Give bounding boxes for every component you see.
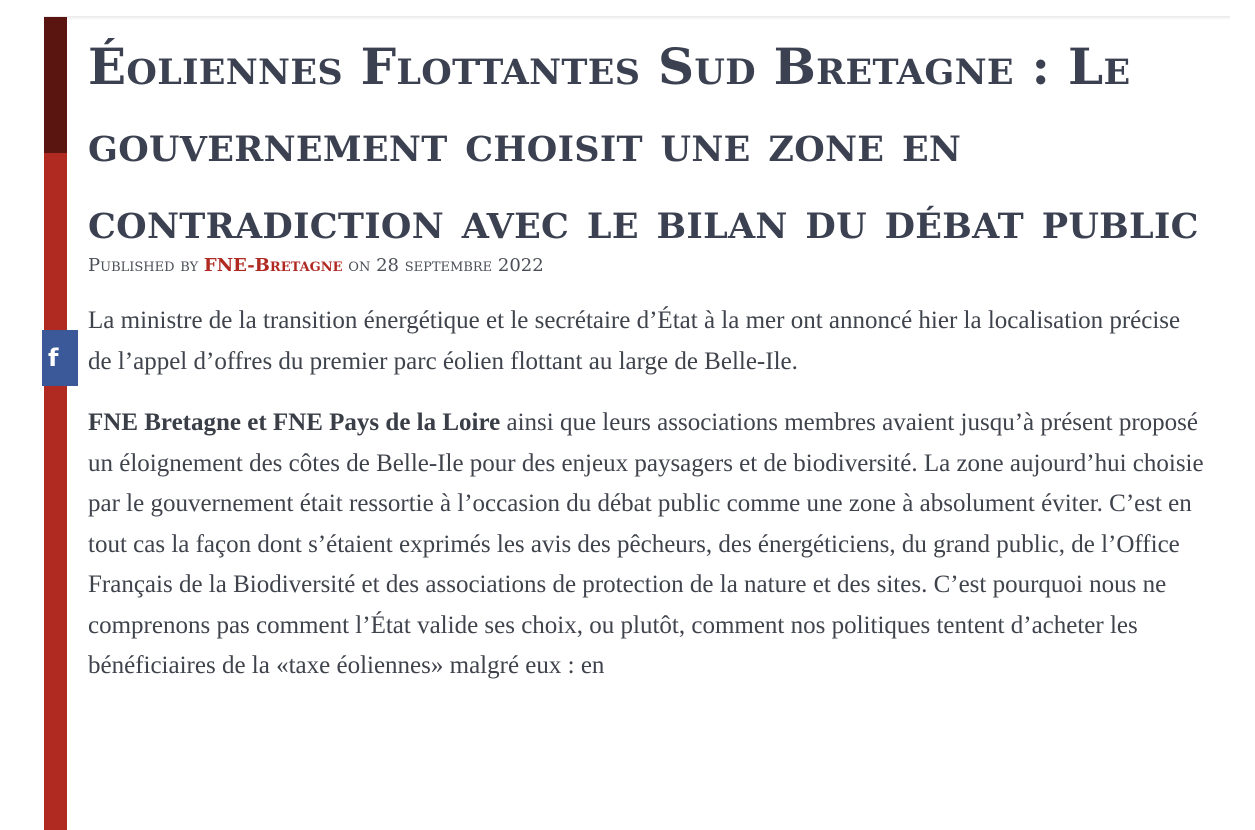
- paragraph-1: La ministre de la transition énergétique et le secrétaire d’État à la mer ont annoncé hier la localisation précise de l’appel d’offres du premier parc éolien flottant au large de Belle-Ile.: [88, 307, 1181, 375]
- published-by-label: Published by: [88, 255, 199, 276]
- author-link[interactable]: FNE-Bretagne: [203, 255, 343, 276]
- facebook-share-button[interactable]: [42, 330, 78, 386]
- publish-date: 28 septembre 2022: [376, 255, 544, 276]
- article-title: Éoliennes Flottantes Sud Bretagne : Le gouvernement choisit une zone en contradiction avec le bilan du débat public: [88, 37, 1199, 250]
- article: [88, 28, 1208, 687]
- on-label: on: [348, 255, 371, 276]
- paragraph-2: [88, 403, 1208, 687]
- paragraph-2-text: ainsi que leurs associations membres avaient jusqu’à présent proposé un éloignement des côtes de Belle-Ile pour des enjeux paysagers et de biodiversité. La zone aujourd’hui choisie par le gouvernement était ressortie à l’occasion du débat public comme une zone à absolument éviter. C’est en tout cas la façon dont s’étaient exprimés les avis des pêcheurs, des énergéticiens, du grand public, de l’Office Français de la Biodiversité et des associations de protection de la nature et des sites. C’est pourquoi nous ne comprenons pas comment l’État valide ses choix, ou plutôt, comment nos politiques tentent d’acheter les bénéficiaires de la «taxe éoliennes» malgré eux : en: [88, 409, 1204, 679]
- paragraph-2-bold: FNE Bretagne et FNE Pays de la Loire: [88, 409, 501, 436]
- article-body: [88, 301, 1208, 687]
- header-shadow: [44, 16, 1230, 20]
- facebook-icon: f: [48, 344, 59, 372]
- accent-bar: [44, 17, 67, 830]
- accent-bar-top: [44, 17, 67, 153]
